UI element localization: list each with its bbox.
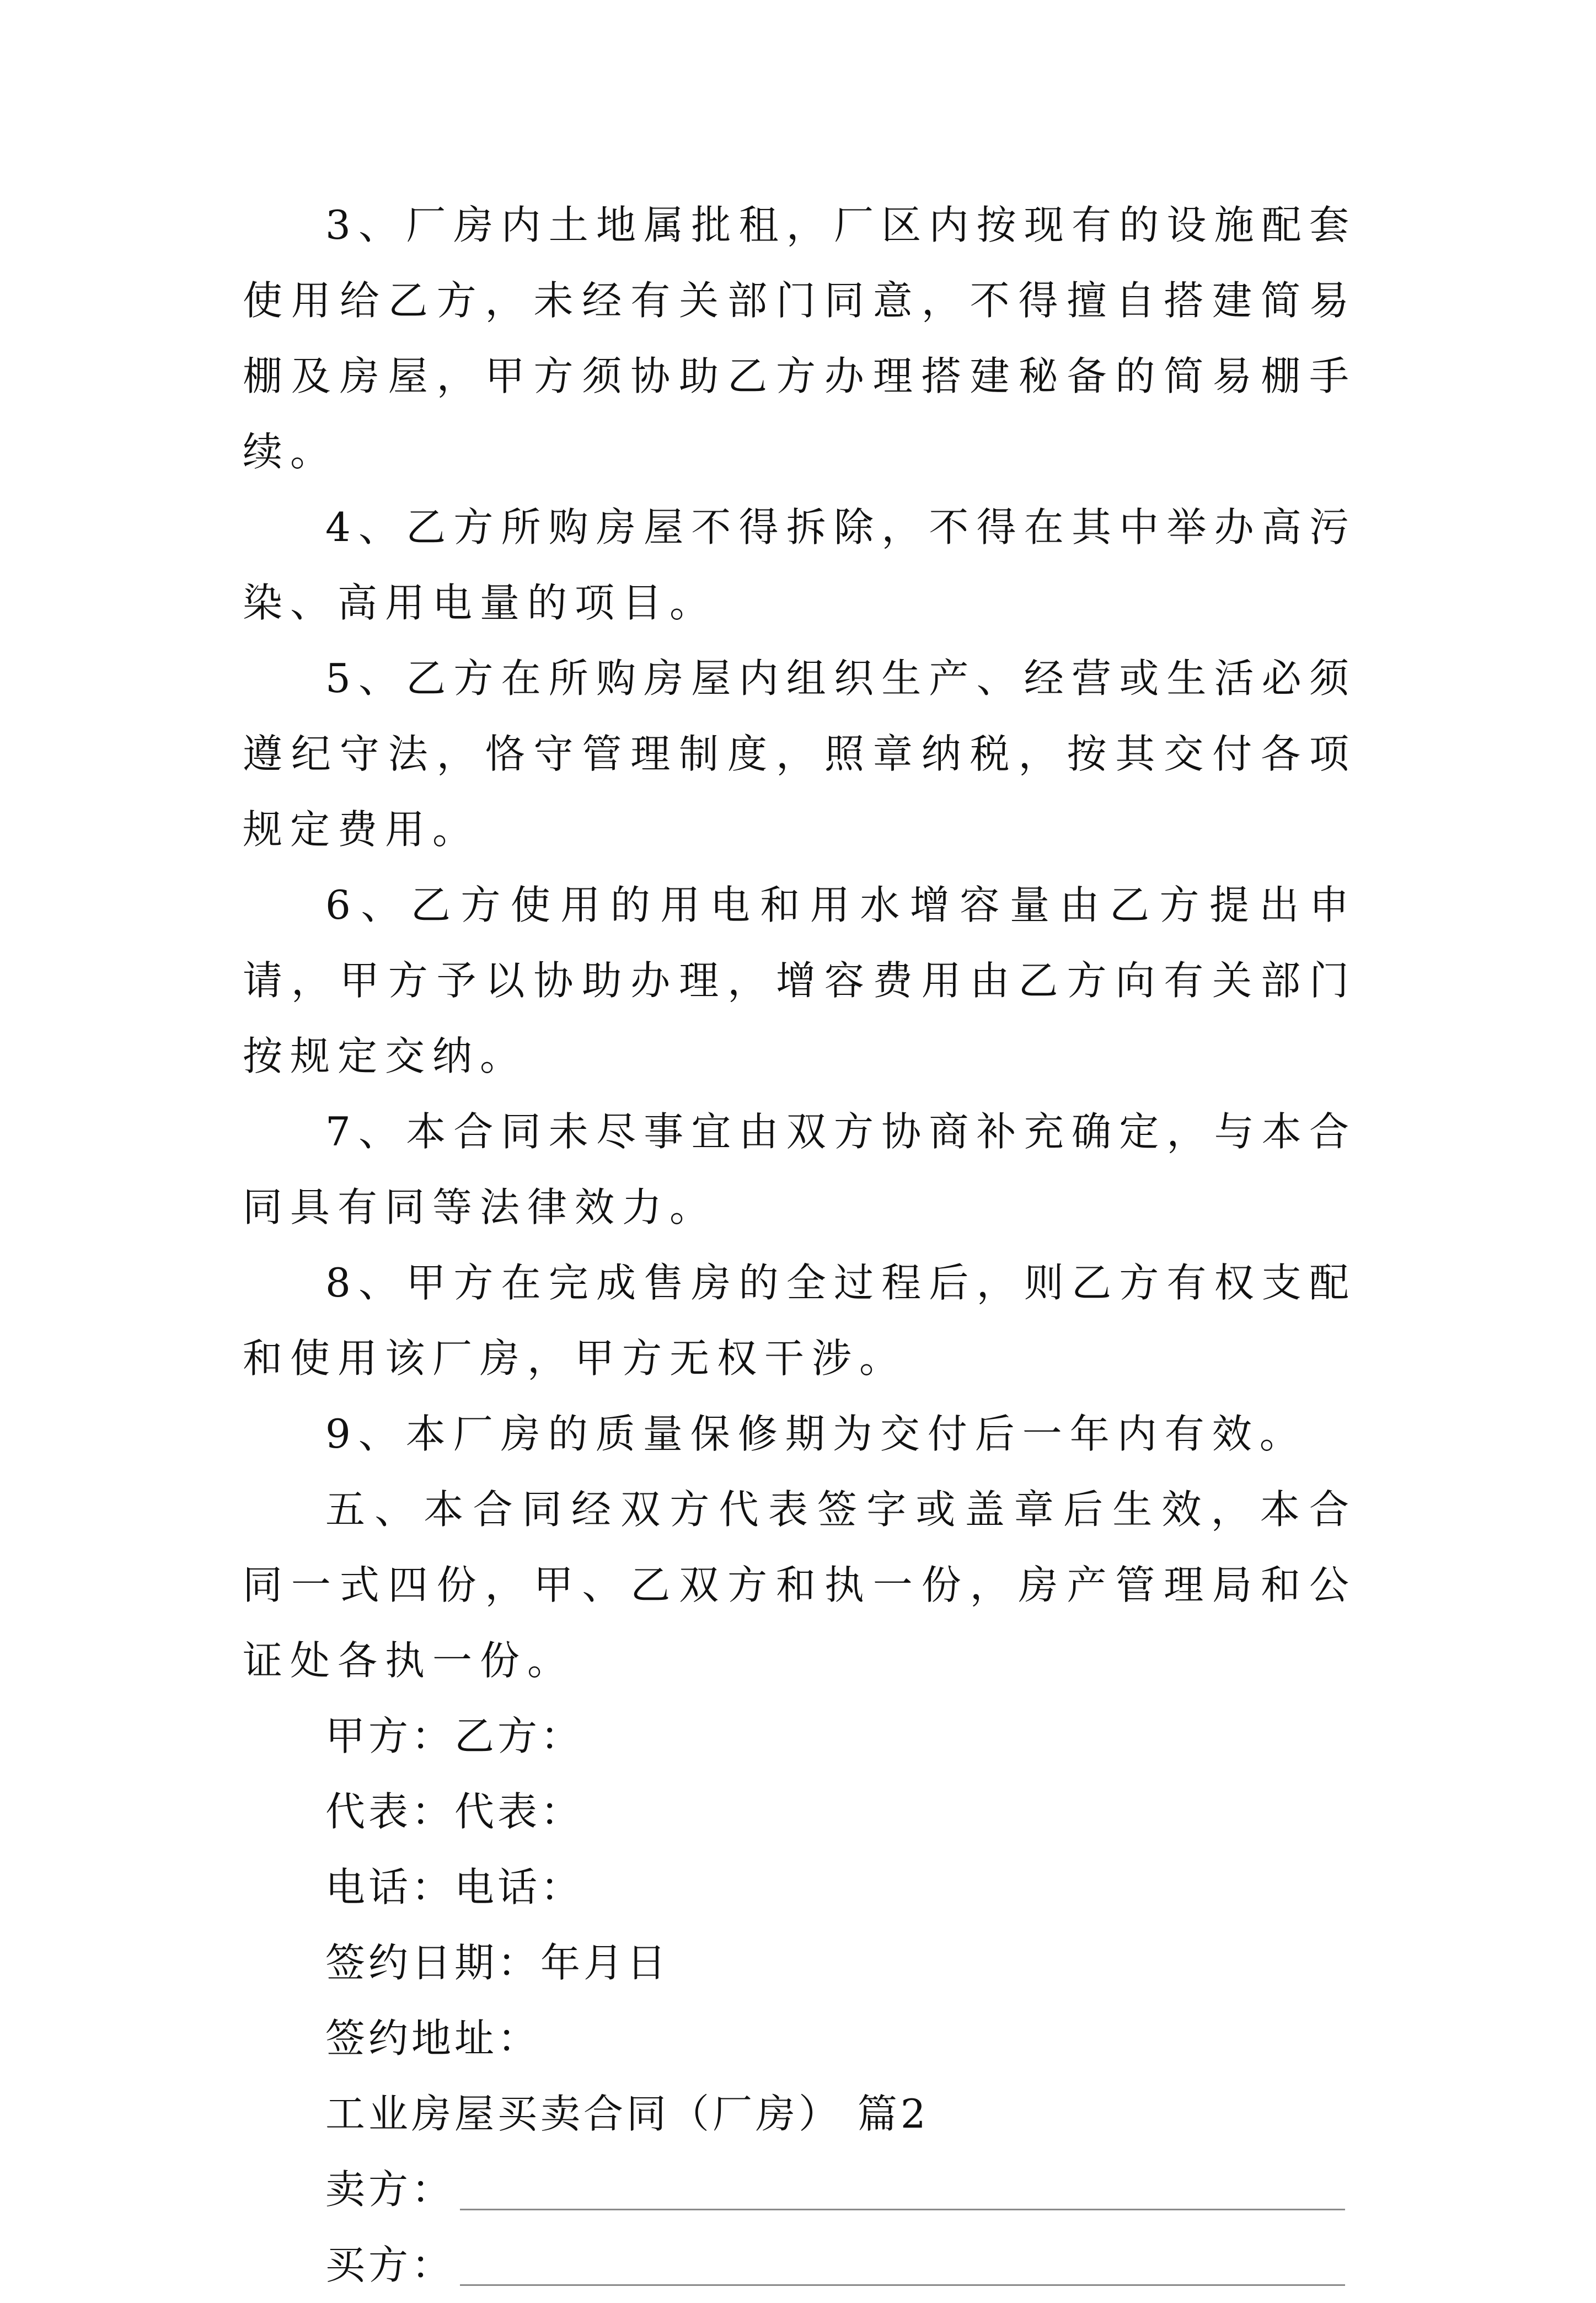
section-2-title: 工业房屋买卖合同（厂房） 篇2 — [325, 2091, 929, 2137]
signature-parties: 甲方：乙方： — [325, 1713, 584, 1759]
buyer-row — [243, 2227, 1357, 2303]
clause-9: 9、本厂房的质量保修期为交付后一年内有效。 — [325, 1411, 1307, 1457]
signature-location: 签约地址： — [325, 2015, 541, 2061]
signature-representatives: 代表：代表： — [325, 1788, 584, 1835]
seller-row — [243, 2152, 1357, 2227]
buyer-label: 买方： — [325, 2242, 455, 2288]
buyer-fill-line — [460, 2284, 1345, 2286]
clause-4: 4、乙方所购房屋不得拆除，不得在其中举办高污染、高用电量的项目。 — [243, 504, 1357, 626]
seller-label: 卖方： — [325, 2166, 455, 2213]
signature-date: 签约日期：年月日 — [325, 1940, 670, 1986]
clause-3: 3、厂房内土地属批租，厂区内按现有的设施配套使用给乙方，未经有关部门同意，不得擅自搭建简易棚及房屋，甲方须协助乙方办理搭建秘备的简易棚手续。 — [243, 202, 1357, 475]
clause-five: 五、本合同经双方代表签字或盖章后生效，本合同一式四份，甲、乙双方和执一份，房产管理局和公证处各执一份。 — [243, 1486, 1357, 1684]
clause-6: 6、乙方使用的用电和用水增容量由乙方提出申请，甲方予以协助办理，增容费用由乙方向有关部门按规定交纳。 — [243, 882, 1357, 1079]
clause-7: 7、本合同未尽事宜由双方协商补充确定，与本合同具有同等法律效力。 — [243, 1108, 1357, 1230]
clause-8: 8、甲方在完成售房的全过程后，则乙方有权支配和使用该厂房，甲方无权干涉。 — [243, 1260, 1357, 1381]
seller-fill-line — [460, 2209, 1345, 2210]
signature-phones: 电话：电话： — [325, 1864, 584, 1910]
document-body — [243, 188, 1357, 2303]
clause-5: 5、乙方在所购房屋内组织生产、经营或生活必须遵纪守法，恪守管理制度，照章纳税，按其交付各项规定费用。 — [243, 655, 1357, 853]
